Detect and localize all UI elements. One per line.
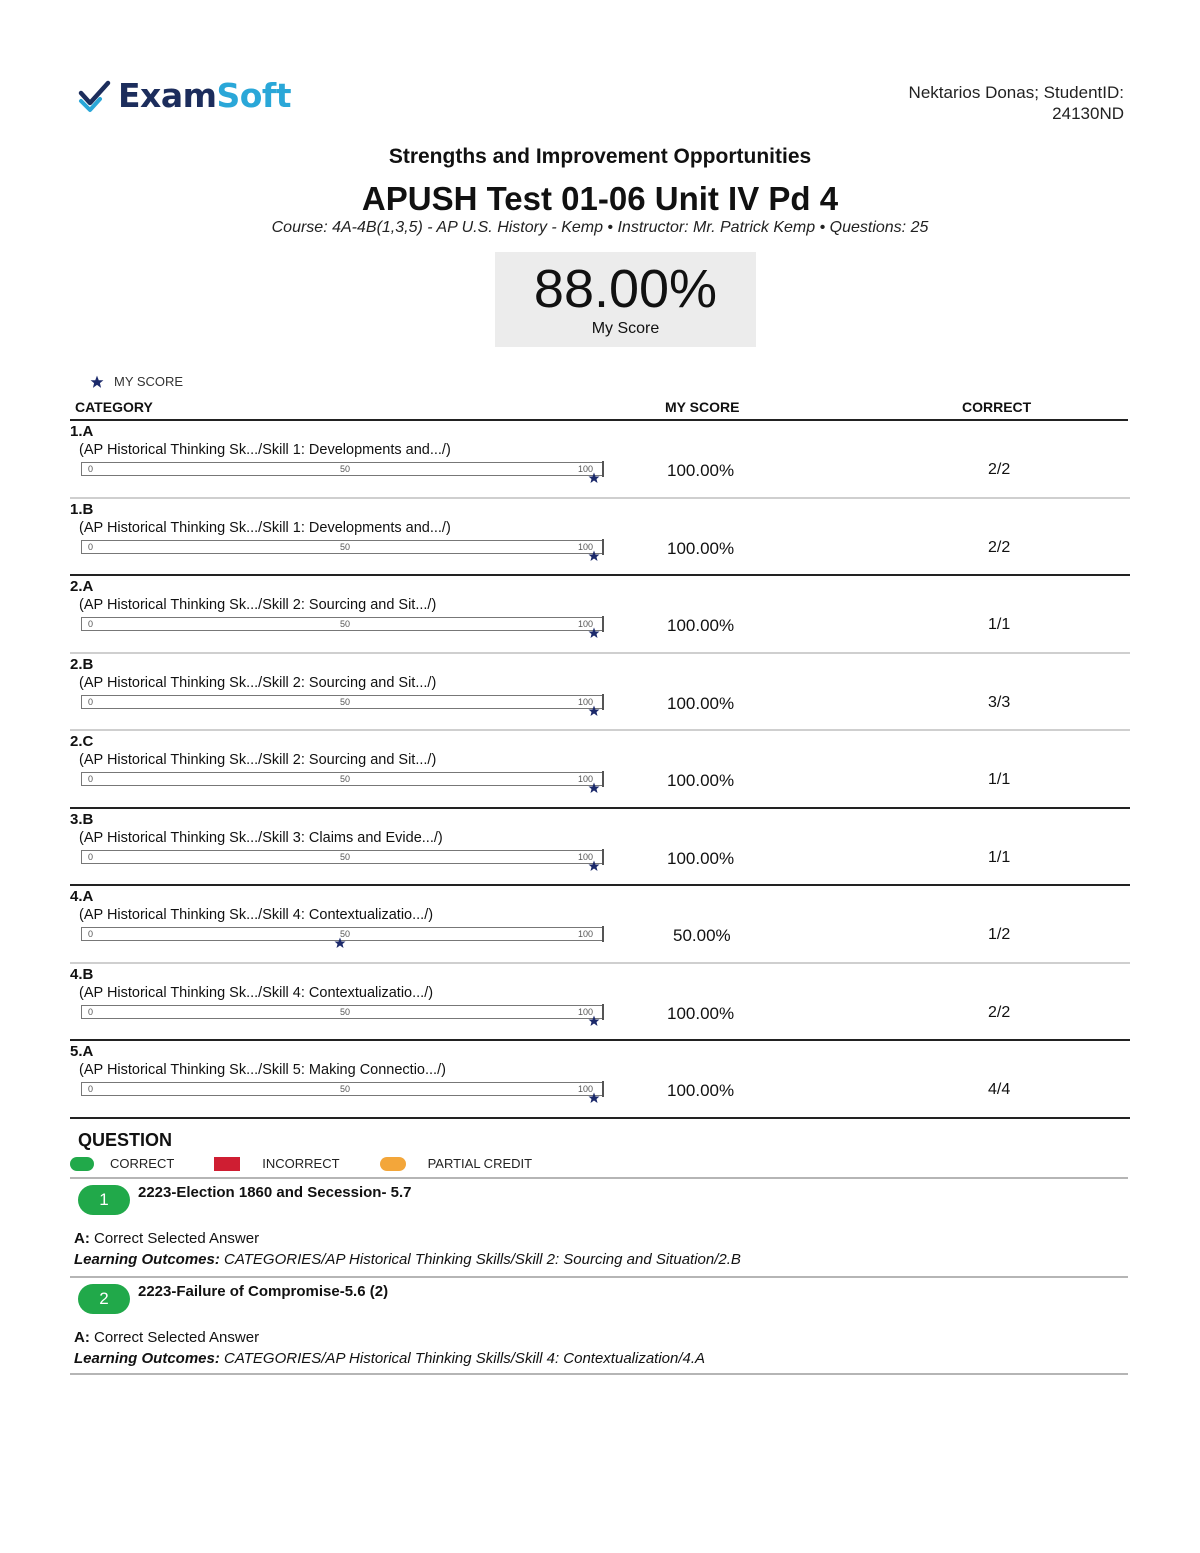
bar-end-cap xyxy=(602,694,604,710)
my-score-star-icon xyxy=(334,937,346,949)
category-row xyxy=(70,499,1130,577)
category-correct: 4/4 xyxy=(988,1081,1011,1098)
outcome-label: Learning Outcomes: xyxy=(74,1350,220,1367)
my-score-star-icon xyxy=(588,550,600,562)
category-correct: 1/2 xyxy=(988,926,1011,943)
logo-wordmark xyxy=(118,76,291,115)
bar-end-cap xyxy=(602,461,604,477)
bar-tick-label: 0 xyxy=(88,1084,94,1094)
bar-tick-label: 0 xyxy=(88,464,94,474)
category-code: 2.B xyxy=(70,655,94,673)
category-score: 50.00% xyxy=(673,926,731,945)
my-score-star-icon xyxy=(588,1015,600,1027)
category-score: 100.00% xyxy=(667,461,735,480)
bar-end-cap xyxy=(602,926,604,942)
category-code: 4.A xyxy=(70,888,94,905)
bar-end-cap xyxy=(602,849,604,865)
bar-end-cap xyxy=(602,1004,604,1020)
bar-tick-label: 50 xyxy=(340,464,351,474)
bar-tick-label: 0 xyxy=(88,619,94,629)
category-correct: 1/1 xyxy=(988,616,1011,633)
category-row xyxy=(70,809,1130,887)
examsoft-logo xyxy=(78,76,291,115)
category-score: 100.00% xyxy=(667,771,735,790)
report-title: APUSH Test 01-06 Unit IV Pd 4 xyxy=(361,180,839,217)
student-id-line: 24130ND xyxy=(1052,104,1124,123)
my-score-star-icon xyxy=(588,472,600,484)
category-score: 100.00% xyxy=(667,1003,735,1023)
outcome-text: CATEGORIES/AP Historical Thinking Skills/Skill 4: Contextualization/4.A xyxy=(224,1350,706,1367)
legend-correct-label: CORRECT xyxy=(110,1156,175,1171)
category-description: (AP Historical Thinking Sk.../Skill 2: Sourcing and Sit.../) xyxy=(79,674,437,691)
my-score-legend xyxy=(90,374,183,389)
logo-exam: Exam xyxy=(118,76,217,115)
category-correct: 1/1 xyxy=(988,771,1011,788)
category-code: 2.C xyxy=(70,733,94,750)
legend-incorrect xyxy=(214,1156,339,1171)
bar-tick-label: 100 xyxy=(578,1084,594,1094)
category-score: 100.00% xyxy=(667,1081,735,1100)
learning-outcome xyxy=(74,1350,705,1367)
category-description: (AP Historical Thinking Sk.../Skill 2: Sourcing and Sit.../) xyxy=(79,597,437,613)
question-number-badge: 2 xyxy=(78,1284,130,1314)
score-bar xyxy=(81,1005,604,1019)
score-bar xyxy=(81,617,604,631)
bar-tick-label: 0 xyxy=(88,929,94,939)
category-row xyxy=(70,421,1130,499)
checkmark-stack-icon xyxy=(78,79,112,113)
category-row xyxy=(70,731,1130,809)
category-code: 2.A xyxy=(70,578,94,595)
bar-tick-label: 100 xyxy=(578,696,594,707)
bar-tick-label: 0 xyxy=(88,851,94,862)
score-bar xyxy=(81,1082,604,1096)
legend-partial-label: PARTIAL CREDIT xyxy=(427,1156,533,1171)
question-title: 2223-Failure of Compromise-5.6 (2) xyxy=(138,1283,389,1300)
score-bar xyxy=(81,695,604,709)
category-table xyxy=(70,421,1130,1119)
category-row xyxy=(70,1041,1130,1119)
question-divider xyxy=(70,1373,1128,1375)
student-name-line: Nektarios Donas; StudentID: xyxy=(908,83,1124,102)
bar-tick-label: 100 xyxy=(578,541,594,552)
category-correct: 2/2 xyxy=(988,538,1011,556)
bar-tick-label: 50 xyxy=(340,1084,351,1094)
course-meta: Course: 4A-4B(1,3,5) - AP U.S. History - Kemp • Instructor: Mr. Patrick Kemp • Questions: 25 xyxy=(271,219,929,236)
my-score-star-icon xyxy=(588,782,600,794)
category-code: 5.A xyxy=(70,1043,94,1060)
star-icon xyxy=(90,375,104,389)
my-score-star-icon xyxy=(588,860,600,872)
bar-tick-label: 50 xyxy=(340,774,351,784)
bar-tick-label: 50 xyxy=(340,851,351,862)
bar-end-cap xyxy=(602,771,604,787)
outcome-label: Learning Outcomes: xyxy=(74,1251,220,1268)
category-score: 100.00% xyxy=(667,848,735,868)
answer-text: Correct Selected Answer xyxy=(94,1230,260,1247)
correct-header: CORRECT xyxy=(962,399,1032,415)
question-title: 2223-Election 1860 and Secession- 5.7 xyxy=(138,1184,412,1201)
category-code: 3.B xyxy=(70,810,94,828)
bar-end-cap xyxy=(602,1081,604,1097)
category-score: 100.00% xyxy=(667,693,735,713)
category-row xyxy=(70,886,1130,964)
category-description: (AP Historical Thinking Sk.../Skill 1: Developments and.../) xyxy=(79,442,451,458)
category-row xyxy=(70,964,1130,1042)
student-info xyxy=(909,82,1124,124)
category-code: 4.B xyxy=(70,965,94,983)
score-bar xyxy=(81,772,604,786)
overall-score: 88.00% xyxy=(533,259,718,319)
my-score-header: MY SCORE xyxy=(665,399,740,415)
legend-correct xyxy=(70,1156,174,1171)
category-score: 100.00% xyxy=(667,538,735,558)
question-item xyxy=(70,1179,1130,1275)
answer-prefix: A: xyxy=(74,1329,90,1346)
bar-tick-label: 0 xyxy=(88,1006,94,1017)
category-description: (AP Historical Thinking Sk.../Skill 4: Contextualizatio.../) xyxy=(79,984,434,1001)
question-item xyxy=(70,1278,1130,1372)
bar-tick-label: 0 xyxy=(88,541,94,552)
category-description: (AP Historical Thinking Sk.../Skill 5: Making Connectio.../) xyxy=(79,1062,446,1078)
logo-soft: Soft xyxy=(216,76,292,115)
question-answer xyxy=(74,1329,259,1346)
category-correct: 1/1 xyxy=(988,848,1011,866)
legend-incorrect-label: INCORRECT xyxy=(262,1156,340,1171)
category-correct: 2/2 xyxy=(988,1003,1011,1021)
my-score-star-icon xyxy=(588,627,600,639)
category-row xyxy=(70,576,1130,654)
score-bar xyxy=(81,850,604,864)
answer-text: Correct Selected Answer xyxy=(94,1329,260,1346)
report-subtitle: Strengths and Improvement Opportunities xyxy=(388,145,812,168)
bar-tick-label: 100 xyxy=(578,619,594,629)
bar-end-cap xyxy=(602,539,604,555)
category-description: (AP Historical Thinking Sk.../Skill 3: Claims and Evide.../) xyxy=(79,829,443,846)
legend-partial xyxy=(380,1156,533,1171)
incorrect-swatch xyxy=(214,1157,240,1171)
bar-tick-label: 100 xyxy=(578,929,594,939)
bar-tick-label: 50 xyxy=(340,619,351,629)
category-header: CATEGORY xyxy=(75,399,153,415)
bar-tick-label: 50 xyxy=(340,696,351,707)
learning-outcome xyxy=(74,1251,741,1268)
bar-tick-label: 100 xyxy=(578,1006,594,1017)
partial-swatch xyxy=(380,1157,406,1171)
question-answer xyxy=(74,1230,259,1247)
question-heading: QUESTION xyxy=(78,1130,173,1150)
bar-tick-label: 0 xyxy=(88,696,94,707)
bar-end-cap xyxy=(602,616,604,632)
question-legend xyxy=(70,1156,572,1171)
bar-tick-label: 50 xyxy=(340,541,351,552)
bar-tick-label: 100 xyxy=(578,774,594,784)
category-description: (AP Historical Thinking Sk.../Skill 1: Developments and.../) xyxy=(79,519,451,536)
score-bar xyxy=(81,540,604,554)
answer-prefix: A: xyxy=(74,1230,90,1247)
outcome-text: CATEGORIES/AP Historical Thinking Skills/Skill 2: Sourcing and Situation/2.B xyxy=(224,1251,741,1268)
category-description: (AP Historical Thinking Sk.../Skill 4: Contextualizatio.../) xyxy=(79,907,434,923)
category-code: 1.A xyxy=(70,423,94,440)
my-score-star-icon xyxy=(588,705,600,717)
my-score-star-icon xyxy=(588,1092,600,1104)
question-number-badge: 1 xyxy=(78,1185,130,1215)
category-row xyxy=(70,654,1130,732)
correct-swatch xyxy=(70,1157,94,1171)
bar-tick-label: 100 xyxy=(578,464,594,474)
overall-score-label: My Score xyxy=(591,320,660,337)
bar-tick-label: 50 xyxy=(340,1006,351,1017)
my-score-legend-label: MY SCORE xyxy=(114,374,184,389)
bar-tick-label: 100 xyxy=(578,851,594,862)
category-score: 100.00% xyxy=(667,616,735,635)
score-bar xyxy=(81,462,604,476)
bar-tick-label: 0 xyxy=(88,774,94,784)
bar-tick-label: 50 xyxy=(340,929,351,939)
score-card xyxy=(495,252,756,347)
category-description: (AP Historical Thinking Sk.../Skill 2: Sourcing and Sit.../) xyxy=(79,752,437,768)
category-correct: 2/2 xyxy=(988,461,1011,478)
category-code: 1.B xyxy=(70,500,94,518)
category-correct: 3/3 xyxy=(988,693,1011,711)
